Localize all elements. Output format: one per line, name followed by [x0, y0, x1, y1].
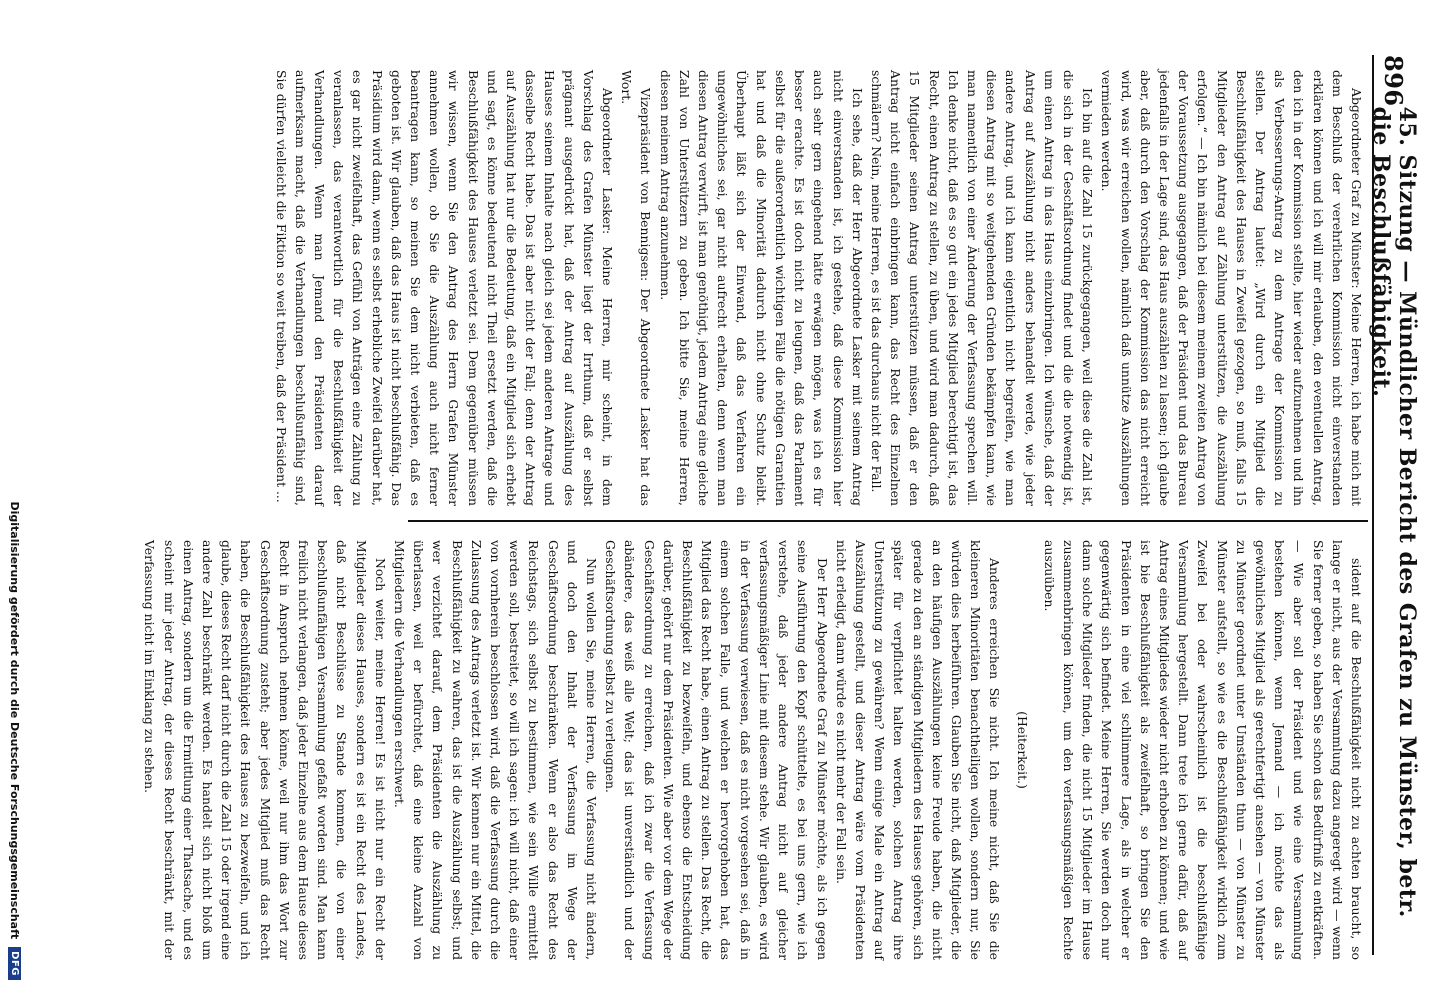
left-column: [273, 70, 1366, 506]
right-column: [142, 540, 1366, 960]
column-divider: [408, 520, 1368, 522]
credit-text: Digitalisierung gefördert durch die Deutsche Forschungsgemeinschaft: [8, 501, 22, 940]
running-head: [1368, 55, 1420, 955]
dfg-logo: DFG: [9, 947, 22, 980]
page-title: 45. Sitzung — Mündlicher Bericht des Grafen zu Münster, betr. die Beschlußfähigkeit.: [1368, 106, 1420, 918]
digitization-credit: [4, 0, 26, 1000]
interjection: (Heiterkeit.): [1014, 711, 1030, 789]
paragraph: Vizepräsident von Bennigsen: Der Abgeordnete Lasker hat das Wort.: [619, 70, 654, 506]
paragraph: Nun wollen Sie, meine Herren, die Verfassung nicht ändern, und doch den Inhalt der Verfassung im Wege der Geschäftsordnung beschränken. Wenn er also das Recht des Reichstags, sich selbst zu bestimmen, wie sein Wille ermittelt werden soll, bestreitet, so will ich sagen: ich will nicht, daß einer von vornherein beschlossen wird, daß die Verfassung durch die Zulassung des Antrags verletzt ist. Wir kennen nur ein Mittel, die Beschlußfähigkeit zu wahren, das ist die Auszählung selbst; und wer verzichtet darauf, dem Präsidenten die Auszählung zu überlassen, weil er befürchtet, daß eine kleine Anzahl von Mitgliedern die Verhandlungen erschwert.: [392, 540, 600, 960]
paragraph: Anderes erreichen Sie nicht. Ich meine nicht, daß Sie die kleineren Minoritäten benachtheiligen wollen, sondern nur, Sie würden dies herbeiführen. Glauben Sie nicht, daß Mitglieder, die an den häufigen Auszählungen keine Freude haben, die nicht gerade zu den an ständigen Mitgliedern des Hauses gehören, sich später für verpflichtet halten werden, solchen Antrag ihre Unterstützung zu gewähren? Wenn einige Male ein Antrag auf Auszählung gestellt, und dieser Antrag wäre vom Präsidenten nicht erledigt, dann würde es nicht mehr der Fall sein.: [833, 540, 1003, 960]
paragraph: sident auf die Beschlußfähigkeit nicht zu achten braucht, so lange er nicht, aus der Versammlung dazu angeregt wird — wenn Sie ferner geben, so haben Sie schon das Bedürfniß zu entkräften. — Wie aber soll der Präsident und wie eine Versammlung bestehen können, wenn Jemand — ich möchte das als gewöhnliches Mitglied als gerechtfertigt ansehen — von Münster zu Münster geordnet unter Umständen thun — von Münster zu Münster aufstellt, so wie es die Beschlußfähigkeit wirklich zum Zweifel bei oder wahrscheinlich ist die beschlußfähige Versammlung hergestellt. Dann trete ich gerne dafür, daß auf Antrag eines Mitgliedes wieder nicht erhoben zu können; und wie ist bie Beschlußfähigkeit als zweifelhaft, so bringen Sie den Präsidenten in eine viel schlimmere Lage, als in welcher er gegenwärtig sich befindet. Meine Herren, Sie werden doch nur dann solche Mitglieder finden, die nicht 15 Mitglieder im Hause zusammenbringen können, um den verfassungsmäßigen Rechte auszuüben.: [1041, 540, 1364, 960]
paragraph: Noch weiter, meine Herren! Es ist nicht nur ein Recht der Mitglieder dieses Hauses, sondern es ist ein Recht des Landes, daß nicht Beschlüsse zu Stande kommen, die von einer beschlußunfähigen Versammlung gefaßt worden sind. Man kann freilich nicht verlangen, daß jeder Einzelne aus dem Hause dieses Recht in Anspruch nehmen könne, weil nur ihm das Wort zur Geschäftsordnung zusteht; aber jedes Mitglied muß das Recht haben, die Beschlußfähigkeit des Hauses zu bezweifeln, und ich glaube, dieses Recht darf nicht durch die Zahl 15 oder irgend eine andere Zahl beschränkt werden. Es handelt sich nicht bloß um einen Antrag, sondern um die Ermittlung einer Thatsache, und es scheint mir jeder Antrag, der dieses Recht beschränkt, mit der Verfassung nicht im Einklang zu stehen.: [142, 540, 388, 960]
paragraph: Abgeordneter Graf zu Münster: Meine Herren, ich habe mich mit dem Beschluß der verehrlichen Kommission nicht einverstanden erklären können und ich will mir erlauben, den eventuellen Antrag, den ich in der Kommission stellte, hier wieder aufzunehmen und ihn als Verbesserungs-Antrag zu dem Antrage der Kommission zu stellen. Der Antrag lautet: „Wird durch ein Mitglied die Beschlußfähigkeit des Hauses in Zweifel gezogen, so muß, falls 15 Mitglieder den Antrag auf Zählung unterstützen, die Auszählung erfolgen.“ — Ich bin nämlich bei diesem meinem zweiten Antrag von der Voraussetzung ausgegangen, daß der Präsident und das Bureau jedenfalls in der Lage sind, das Haus auszählen zu lassen; ich glaube aber, daß durch den Vorschlag der Kommission das nicht erreicht wird, was wir erreichen wollen, nämlich daß unnütze Auszählungen vermieden werden.: [1099, 70, 1364, 506]
page-number: 896: [1379, 55, 1409, 107]
paragraph: Ich sehe, daß der Herr Abgeordnete Lasker mit seinem Antrag nicht einverstanden ist, ich gestehe, daß diese Kommission hier auch sehr gern eingehend hätte erwägen mögen, was ich es für besser erachte. Es ist doch nicht zu leugnen, daß das Parlament selbst für die außerordentlich wichtigen Fälle die nötigen Garantien hat und daß die Minorität dadurch nicht ohne Schutz bleibt. Überhaupt läßt sich der Einwand, daß das Verfahren ein ungewöhnliches sei, gar nicht aufrecht erhalten, denn wenn man diesen Antrag verwirft, ist man genöthigt, jedem Antrag eine gleiche Zahl von Unterstützern zu geben. Ich bitte Sie, meine Herren, diesen meinem Antrag anzunehmen.: [657, 70, 865, 506]
paragraph: Ich bin auf die Zahl 15 zurückgegangen, weil diese die Zahl ist, die sich in der Geschäftsordnung findet und die die notwendig ist, um einen Antrag in das Haus einzubringen. Ich wünsche, daß der Antrag auf Auszählung nicht anders behandelt werde, wie jeder andere Antrag, und ich kann eigentlich nicht begreifen, wie man diesen Antrag mit so weitgehenden Gründen bekämpfen kann, wie man namentlich von einer Änderung der Verfassung sprechen will. Ich denke nicht, daß es so gut ein jedes Mitglied berechtigt ist, das Recht, einen Antrag zu stellen, zu üben, und wird man dadurch, daß 15 Mitglieder seinen Antrag unterstützen müssen, daß er den Antrag nicht einfach einbringen kann, das Recht des Einzelnen schmälern? Nein, meine Herren, es ist das durchaus nicht der Fall.: [868, 70, 1096, 506]
paragraph: Abgeordneter Lasker: Meine Herren, mir scheint, in dem Vorschlag des Grafen Münster liegt der Irrthum, daß er selbst prägnant ausgedrückt hat, daß der Antrag auf Auszählung des Hauses seinem Inhalte nach gleich sei jedem anderen Antrage und dasselbe Recht habe. Das ist aber nicht der Fall; denn der Antrag auf Auszählung hat nur die Bedeutung, daß ein Mitglied sich erhebt und sagt, es könne bedeutend nicht Theil ersetzt werden, daß die Beschlußfähigkeit des Hauses verletzt sei. Dem gegenüber müssen wir wissen, wenn Sie den Antrag des Herrn Grafen Münster annehmen wollen, ob Sie die Auszählung auch nicht ferner beantragen kann, so meinen Sie dem nicht verbieten, daß es geboten ist. Wir glauben, daß das Haus ist nicht beschlußfähig. Das Präsidium wird dann, wenn es selbst erhebliche Zweifel darüber hat, es gar nicht zweifelhaft, das Gefühl von Anträgen eine Zählung zu veranlassen, das verantwortlich für die Beschlußfähigkeit der Verhandlungen. Wenn man Jemand den Präsidenten darauf aufmerksam macht, daß die Verhandlungen beschlußunfähig sind, Sie dürfen vielleicht die Fiktion so weit treiben, daß der Präsident ...: [273, 70, 616, 506]
paragraph: Der Herr Abgeordnete Graf zu Münster möchte, als ich gegen seine Ausführung den Kopf schüttelte, es bei uns gern, wie ich verstehe, daß jeder andere Antrag nicht auf gleicher verfassungsmäßiger Linie mit diesem stehe. Wir glauben, es wird in der Verfassung verwiesen, daß es nicht vorgesehen sei, daß in einem solchen Falle, und welchen er hervorgehoben hat, das Mitglied das Recht habe, einen Antrag zu stellen. Das Recht, die Beschlußfähigkeit zu bezweifeln, und ebenso die Entscheidung darüber, gehört nur dem Präsidenten. Wie aber vor dem Wege der Geschäftsordnung zu erreichen, daß ich zwar die Verfassung abändere, das weiß alle Welt; das ist unverständlich und der Geschäftsordnung selbst zu verleugnen.: [603, 540, 830, 960]
